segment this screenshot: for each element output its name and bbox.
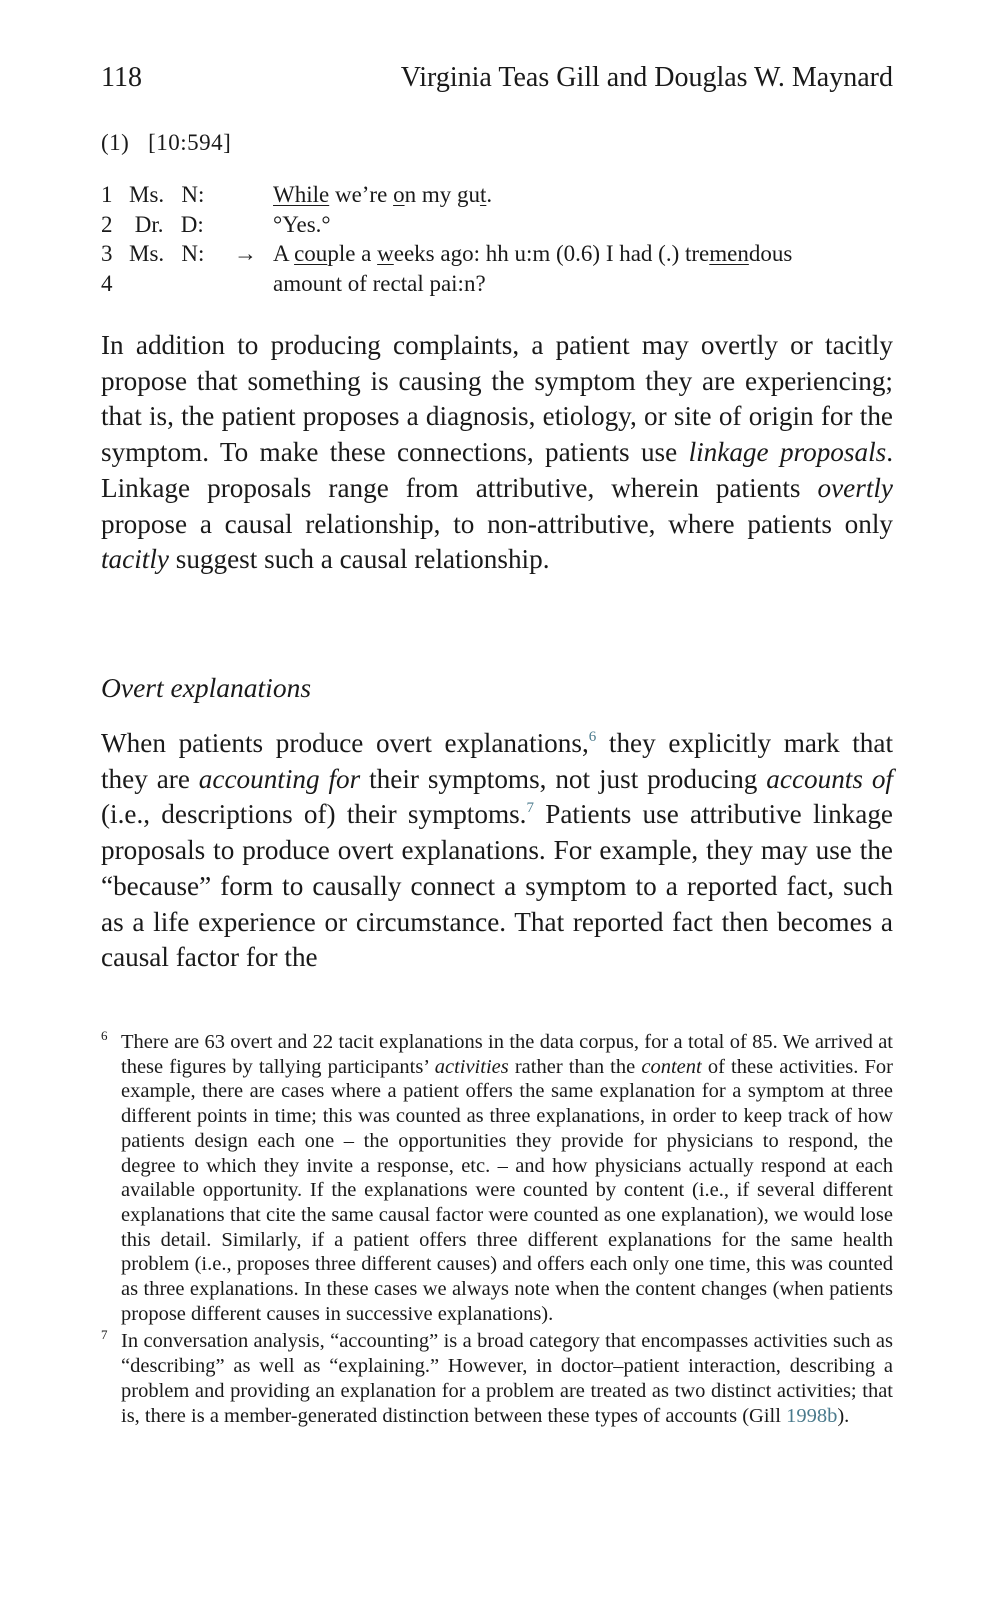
transcript-line <box>101 239 893 269</box>
transcript-line <box>101 210 893 240</box>
text-run: suggest such a causal relationship. <box>168 544 550 575</box>
speaker-label: Dr. D: <box>129 211 204 237</box>
underlined-stress: While <box>273 182 330 207</box>
footnote-ref[interactable]: 7 <box>526 800 534 817</box>
utterance <box>273 239 792 269</box>
footnotes <box>101 1030 893 1431</box>
line-number: 1 <box>101 182 113 207</box>
text-run: In conversation analysis, “accounting” is a broad category that encompasses activities such as “describing” as well as “explaining.” However, in doctor–patient interaction, describing a problem and providing an explanation for a problem are treated as two distinct activities; that is, there is a member-generated distinction between these types of accounts (Gill <box>121 1330 893 1427</box>
transcript-line <box>101 180 893 210</box>
utterance <box>273 269 486 299</box>
line-number: 2 <box>101 211 113 237</box>
underlined-stress: w <box>377 241 394 266</box>
running-header <box>101 62 893 102</box>
text-run: they explicitly mark that they are <box>101 728 893 794</box>
italic-text: linkage proposals <box>688 437 887 468</box>
section-heading: Overt explanations <box>101 672 312 703</box>
text-run: When patients produce overt explanations, <box>101 728 589 758</box>
transcript-line <box>101 269 893 299</box>
footnote-number: 6 <box>101 1028 108 1043</box>
text-run: dous <box>748 241 793 266</box>
text-run: A <box>273 241 295 266</box>
text-run: propose a causal relationship, to non-attributive, where patients only <box>101 508 893 539</box>
body-paragraph-1 <box>101 328 893 578</box>
underlined-stress: cou <box>294 241 328 266</box>
text-run: their symptoms, not just producing <box>360 763 767 794</box>
text-run: . Linkage proposals range from attributive, wherein patients <box>101 437 893 503</box>
footnote <box>101 1030 893 1326</box>
italic-text: accounts of <box>766 763 893 794</box>
line-number: 3 <box>101 241 113 266</box>
text-run: n my gu <box>404 182 480 207</box>
footnote-number: 7 <box>101 1327 108 1343</box>
text-run: eeks ago: hh u:m (0.6) I had (.) tre <box>393 241 710 266</box>
text-run: ple a <box>327 241 378 266</box>
text-run: we’re <box>329 182 394 207</box>
utterance <box>273 210 331 240</box>
arrow-icon: → <box>234 241 257 266</box>
text-run: . <box>486 182 493 207</box>
footnote <box>101 1329 893 1428</box>
text-run: There are 63 overt and 22 tacit explanations in the data corpus, for a total of 85. We arrived at these figures by tallying participants’ <box>121 1031 893 1078</box>
text-run: (i.e., descriptions of) their symptoms. <box>101 799 527 830</box>
italic-text: overtly <box>817 472 893 503</box>
page-number: 118 <box>101 62 142 93</box>
text-run: In addition to producing complaints, a patient may overtly or tacitly propose that something is causing the symptom they are experiencing; that is, the patient proposes a diagnosis, etiology, or site of origin for the symptom. To make these connections, patients use <box>101 330 893 468</box>
text-run: amount of rectal pai:n? <box>273 270 486 296</box>
underlined-stress: t <box>479 182 487 207</box>
speaker-label: Ms. N: <box>129 241 205 266</box>
underlined-stress: o <box>393 182 405 207</box>
footnote-ref[interactable]: 6 <box>588 729 597 745</box>
text-run: of these activities. For example, there are cases where a patient offers the same explanation for a symptom at three different points in time; this was counted as three explanations, in order to keep track of how patients design each one – the opportunities they provide for physicians to respond, the degree to which they invite a response, etc. – and how physicians actually respond at each available opportunity. If the explanations were counted by content (i.e., if several different explanations that cite the same causal factor were counted as one explanation), we would lose this detail. Similarly, if a patient offers three different explanations for the same health problem (i.e., proposes three different causes) and offers each only one time, this was counted as three explanations. In these cases we always note when the content changes (when patients propose different causes in successive explanations). <box>121 1055 893 1325</box>
text-run: °Yes.° <box>273 211 331 237</box>
italic-text: accounting for <box>198 763 361 794</box>
speaker-label: Ms. N: <box>129 182 205 207</box>
citation-link[interactable]: 1998b <box>786 1404 838 1427</box>
body-paragraph-2 <box>101 726 893 976</box>
underlined-stress: men <box>709 241 749 266</box>
utterance <box>273 180 492 210</box>
running-title: Virginia Teas Gill and Douglas W. Maynard <box>400 62 893 93</box>
text-run: Patients use attributive linkage proposals to produce overt explanations. For example, they may use the “because” form to causally connect a symptom to a reported fact, such as a life experience or circumstance. That reported fact then becomes a causal factor for the <box>101 799 893 973</box>
example-label: (1) [10:594] <box>101 130 232 155</box>
text-run: ). <box>837 1404 850 1427</box>
italic-text: content <box>641 1055 702 1078</box>
italic-text: activities <box>434 1055 509 1078</box>
transcript <box>101 180 893 298</box>
italic-text: tacitly <box>101 544 169 575</box>
text-run: rather than the <box>508 1055 642 1078</box>
line-number: 4 <box>101 270 113 296</box>
